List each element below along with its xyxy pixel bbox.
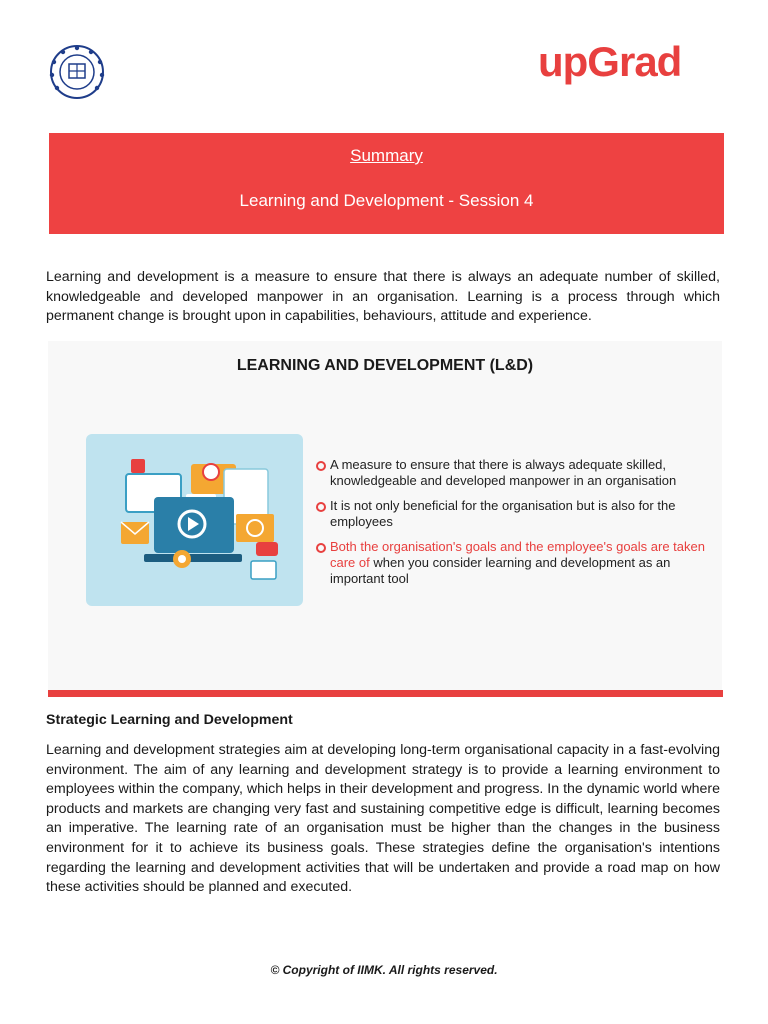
figure-bullet: [316, 539, 706, 587]
upgrad-logo: upGrad: [538, 38, 682, 85]
figure-bottom-bar: [48, 690, 723, 697]
figure-bullet: [316, 457, 706, 489]
figure-bullet: [316, 498, 706, 530]
copyright-footer: © Copyright of IIMK. All rights reserved.: [270, 963, 498, 977]
circle-bullet-icon: [316, 543, 326, 553]
figure-bullet-text: It is not only beneficial for the organisation but is also for the employees: [330, 498, 676, 529]
figure-title: LEARNING AND DEVELOPMENT (L&D): [236, 357, 534, 374]
figure-bullet-list: [316, 457, 706, 596]
figure-bullet-text: when you consider learning and development as an important tool: [330, 555, 671, 586]
summary-banner: [49, 133, 724, 234]
learning-illustration: [86, 434, 303, 606]
section-heading: Strategic Learning and Development: [46, 712, 293, 728]
circle-bullet-icon: [316, 461, 326, 471]
ld-slide-figure: [48, 341, 722, 690]
banner-title: Summary: [350, 146, 423, 165]
learning-illustration-graphic: [86, 434, 303, 606]
institute-seal-logo: [47, 44, 107, 100]
intro-paragraph: Learning and development is a measure to ensure that there is always an adequate number of skilled, knowledgeable and developed manpower in an organisation. Learning is a process through which permanent change is brought upon in capabilities, behaviours, attitude and experience.: [46, 269, 720, 325]
banner-subtitle: Learning and Development - Session 4: [239, 191, 534, 210]
section-paragraph: Learning and development strategies aim at developing long-term organisational capacity in a fast-evolving environment. The aim of any learning and development strategy is to provide a learning environment to employees within the company, which helps in their development and progress. In the dynamic world where products and markets are changing very fast and sustaining competitive edge is difficult, learning becomes an imperative. The learning rate of an organisation must be higher than the changes in the business environment for it to achieve its business goals. These strategies define the organisation's intentions regarding the learning and development activities that will be undertaken and provide a road map on how these activities should be planned and executed.: [46, 742, 720, 896]
circle-bullet-icon: [316, 502, 326, 512]
figure-bullet-highlight: Both the organisation's goals and the employee's goals are taken care of: [330, 539, 705, 570]
figure-bullet-text: A measure to ensure that there is always adequate skilled, knowledgeable and developed manpower in an organisation: [330, 457, 677, 488]
